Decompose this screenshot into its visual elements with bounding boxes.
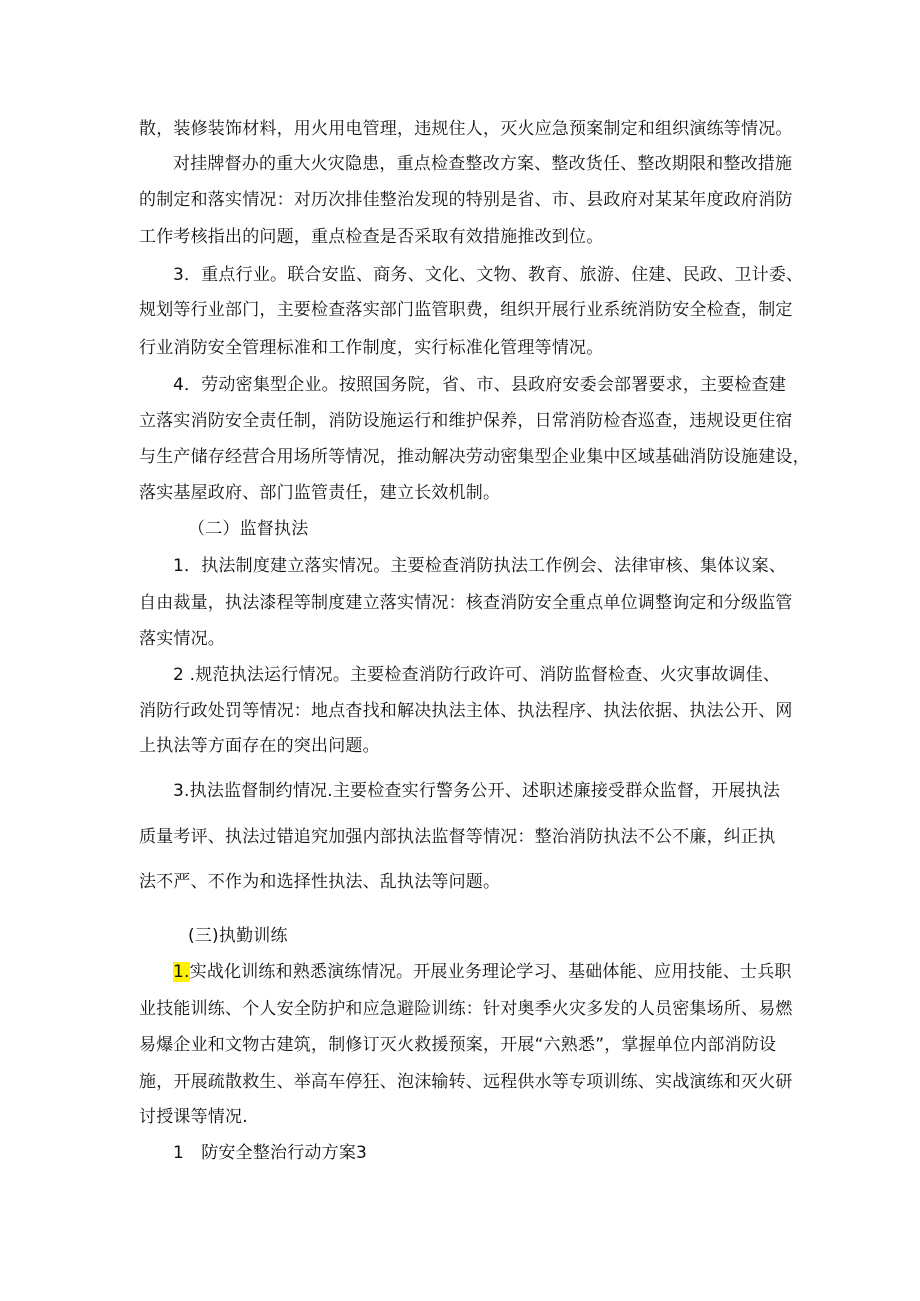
paragraph-line: 2 .规范执法运行情况。主要检查消防行政许可、消防监督检查、火灾事故调佳、: [173, 665, 781, 685]
paragraph-line: [173, 961, 799, 983]
paragraph-line: 立落实消防安全责任制，消防设施运行和维护保养，日常消防检杳巡查，违规设更住宿: [139, 411, 793, 431]
paragraph-line: 质量考评、执法过错追究加强内部执法监督等情况：整治消防执法不公不廉，纠正执: [139, 827, 776, 847]
paragraph-line: 易爆企业和文物古建筑，制修订灭火救援预案，开展“六熟悉”，掌握单位内部消防设: [139, 1035, 777, 1055]
paragraph-line: 消防行政处罚等情况：地点杳找和解决执法主体、执法程序、执法依据、执法公开、网: [139, 701, 793, 721]
paragraph-line: 施，开展疏散救生、举高车停狂、泡沫输转、远程供水等专项训练、实战演练和灭火研: [139, 1072, 793, 1092]
paragraph-line: 讨授课等情况.: [139, 1107, 248, 1127]
paragraph-line: 工作考核指出的问题，重点检查是否采取有效措施推改到位。: [139, 227, 604, 247]
section-heading: (三)执勤训练: [188, 926, 288, 946]
highlighted-number: 1.: [173, 962, 190, 982]
paragraph-line: 散，装修装饰材料，用火用电管理，违规住人，灭火应急预案制定和组织演练等情况。: [139, 119, 793, 139]
paragraph-line: 行业消防安全管理标准和工作制度，实行标准化管理等情况。: [139, 338, 604, 358]
footer-line: 1 防安全整治行动方案3: [173, 1143, 368, 1163]
paragraph-line: 的制定和落实情况：对历次排佳整治发现的特别是省、市、县政府对某某年度政府消防: [139, 190, 793, 210]
paragraph-line: 1．执法制度建立落实情况。主要检查消防执法工作例会、法律审核、集体议案、: [173, 556, 787, 576]
paragraph-line: 落实情况。: [139, 629, 225, 649]
paragraph-line: 4．劳动密集型企业。按照国务院，省、市、县政府安委会部署要求，主要检查建: [173, 375, 787, 395]
paragraph-line: 业技能训练、个人安全防护和应急避险训练：针对奥季火灾多发的人员密集场所、易燃: [139, 999, 793, 1019]
paragraph-line: 上执法等方面存在的突出问题。: [139, 736, 380, 756]
paragraph-line: 法不严、不作为和选择性执法、乱执法等问题。: [139, 872, 501, 892]
paragraph-line: 3.执法监督制约情况.主要检查实行警务公开、述职述廉接受群众监督，开展执法: [173, 781, 781, 801]
paragraph-line: 与生产储存经营合用场所等情况，推动解决劳动密集型企业集中区域基础消防设施建设，: [139, 447, 810, 467]
paragraph-text: 实战化训练和熟悉演练情况。开展业务理论学习、基础体能、应用技能、士兵职: [189, 962, 792, 982]
paragraph-line: 对挂牌督办的重大火灾隐患，重点检查整改方案、整改货任、整改期限和整改措施: [173, 154, 793, 174]
paragraph-line: 3．重点行业。联合安监、商务、文化、文物、教育、旅游、住建、民政、卫计委、: [173, 265, 804, 285]
paragraph-line: 自由裁量，执法漆程等制度建立落实情况：核查消防安全重点单位调整询定和分级监管: [139, 593, 793, 613]
paragraph-line: 落实基屋政府、部门监管责任，建立长效机制。: [139, 483, 501, 503]
section-heading: （二）监督执法: [188, 519, 309, 539]
paragraph-line: 规划等行业部门，主要检查落实部门监管职费，组织开展行业系统消防安全检查，制定: [139, 300, 793, 320]
